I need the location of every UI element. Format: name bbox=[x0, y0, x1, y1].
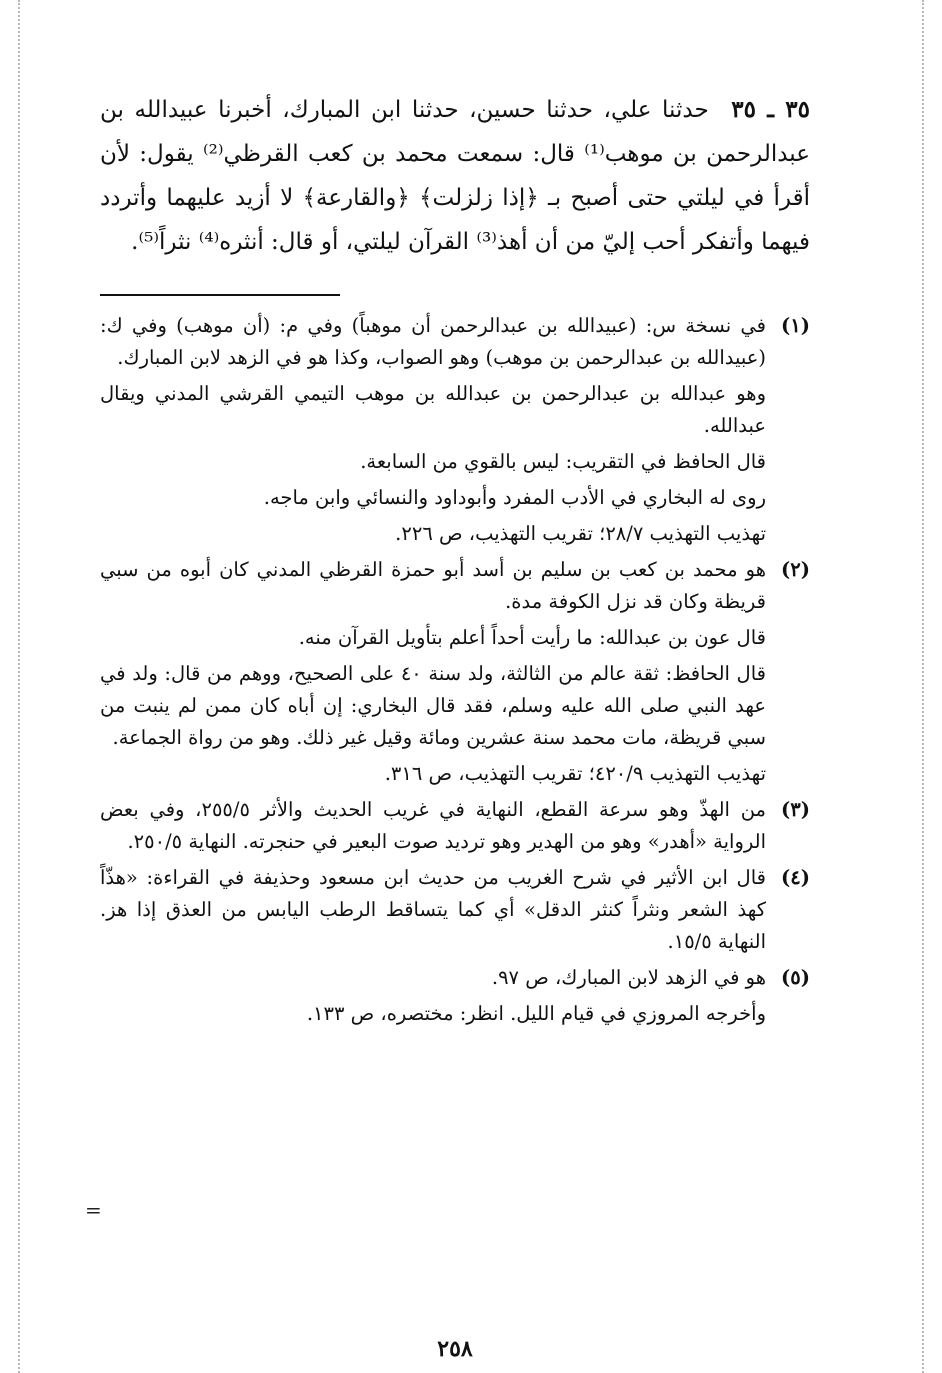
footnote-paragraph: تهذيب التهذيب ٢٨/٧؛ تقريب التهذيب، ص ٢٢٦. bbox=[395, 522, 766, 545]
right-dotted-margin bbox=[922, 0, 924, 1373]
footnote-3 bbox=[100, 794, 810, 858]
hadith-number: ٣٥ ـ ٣٥ bbox=[731, 96, 810, 123]
footnote-paragraph: هو في الزهد لابن المبارك، ص ٩٧. bbox=[491, 966, 766, 989]
footnote-number: (٢) bbox=[781, 558, 810, 581]
footnote-paragraph: تهذيب التهذيب ٤٢٠/٩؛ تقريب التهذيب، ص ٣١٦. bbox=[384, 762, 766, 785]
footnote-paragraph: روى له البخاري في الأدب المفرد وأبوداود والنسائي وابن ماجه. bbox=[263, 486, 766, 509]
footnotes bbox=[100, 310, 810, 1030]
footnote-number: (٤) bbox=[781, 866, 810, 889]
book-page bbox=[100, 88, 810, 1362]
footnote-4 bbox=[100, 862, 810, 958]
footnote-paragraph: هو محمد بن كعب بن سليم بن أسد أبو حمزة القرظي المدني كان أبوه من سبي قريظة وكان قد نزل الكوفة مدة. bbox=[100, 558, 766, 613]
footnote-paragraph: قال الحافظ: ثقة عالم من الثالثة، ولد سنة ٤٠ على الصحيح، ووهم من قال: ولد في عهد النبي صلى الله عليه وسلم، فقد قال البخاري: إن أباه كان ممن لم ينبت من سبي قريظة، مات محمد سنة عشرين ومائة وقيل غير ذلك. وهو من رواة الجماعة. bbox=[100, 662, 766, 749]
footnote-5 bbox=[100, 962, 810, 1030]
left-dotted-margin bbox=[18, 0, 20, 1373]
footnote-2 bbox=[100, 554, 810, 790]
footnote-paragraph: في نسخة س: (عبيدالله بن عبدالرحمن أن موهباً) وفي م: (أن موهب) وفي ك: (عبيدالله بن عبدالرحمن بن موهب) وهو الصواب، وكذا هو في الزهد لابن المبارك. bbox=[100, 314, 766, 369]
footnote-1 bbox=[100, 310, 810, 550]
footnote-paragraph: قال ابن الأثير في شرح الغريب من حديث ابن مسعود وحذيفة في القراءة: «هذّاً كهذ الشعر ونثراً كنثر الدقل» أي كما يتساقط الرطب اليابس من العذق إذا هز. النهاية ١٥/٥. bbox=[100, 866, 766, 953]
footnote-number: (٣) bbox=[781, 798, 810, 821]
margin-mark: = bbox=[85, 1198, 102, 1222]
footnote-paragraph: وأخرجه المروزي في قيام الليل. انظر: مختصره، ص ١٣٣. bbox=[306, 1002, 766, 1025]
footnote-number: (١) bbox=[781, 314, 810, 337]
footnote-separator bbox=[100, 294, 340, 296]
hadith-text bbox=[100, 88, 810, 264]
footnote-paragraph: قال الحافظ في التقريب: ليس بالقوي من السابعة. bbox=[360, 450, 766, 473]
hadith-body: حدثنا علي، حدثنا حسين، حدثنا ابن المبارك، أخبرنا عبيدالله بن عبدالرحمن بن موهب⁽¹⁾ قال: سمعت محمد بن كعب القرظي⁽²⁾ يقول: لأن أقرأ في ليلتي حتى أصبح بـ ﴿إذا زلزلت﴾ ﴿والقارعة﴾ لا أزيد عليهما وأتردد فيهما وأتفكر أحب إليّ من أن أهذ⁽³⁾ القرآن ليلتي، أو قال: أنثره⁽⁴⁾ نثراً⁽⁵⁾. bbox=[100, 97, 810, 255]
footnote-paragraph: وهو عبدالله بن عبدالرحمن بن عبدالله بن موهب التيمي القرشي المدني ويقال عبدالله. bbox=[100, 382, 766, 437]
footnote-number: (٥) bbox=[781, 966, 810, 989]
footnote-paragraph: من الهذّ وهو سرعة القطع، النهاية في غريب الحديث والأثر ٢٥٥/٥، وفي بعض الرواية «أهدر» وهو من الهدير وهو ترديد صوت البعير في حنجرته. النهاية ٢٥٠/٥. bbox=[100, 798, 766, 853]
footnote-paragraph: قال عون بن عبدالله: ما رأيت أحداً أعلم بتأويل القرآن منه. bbox=[298, 626, 766, 649]
page-number: ٢٥٨ bbox=[437, 1336, 473, 1362]
